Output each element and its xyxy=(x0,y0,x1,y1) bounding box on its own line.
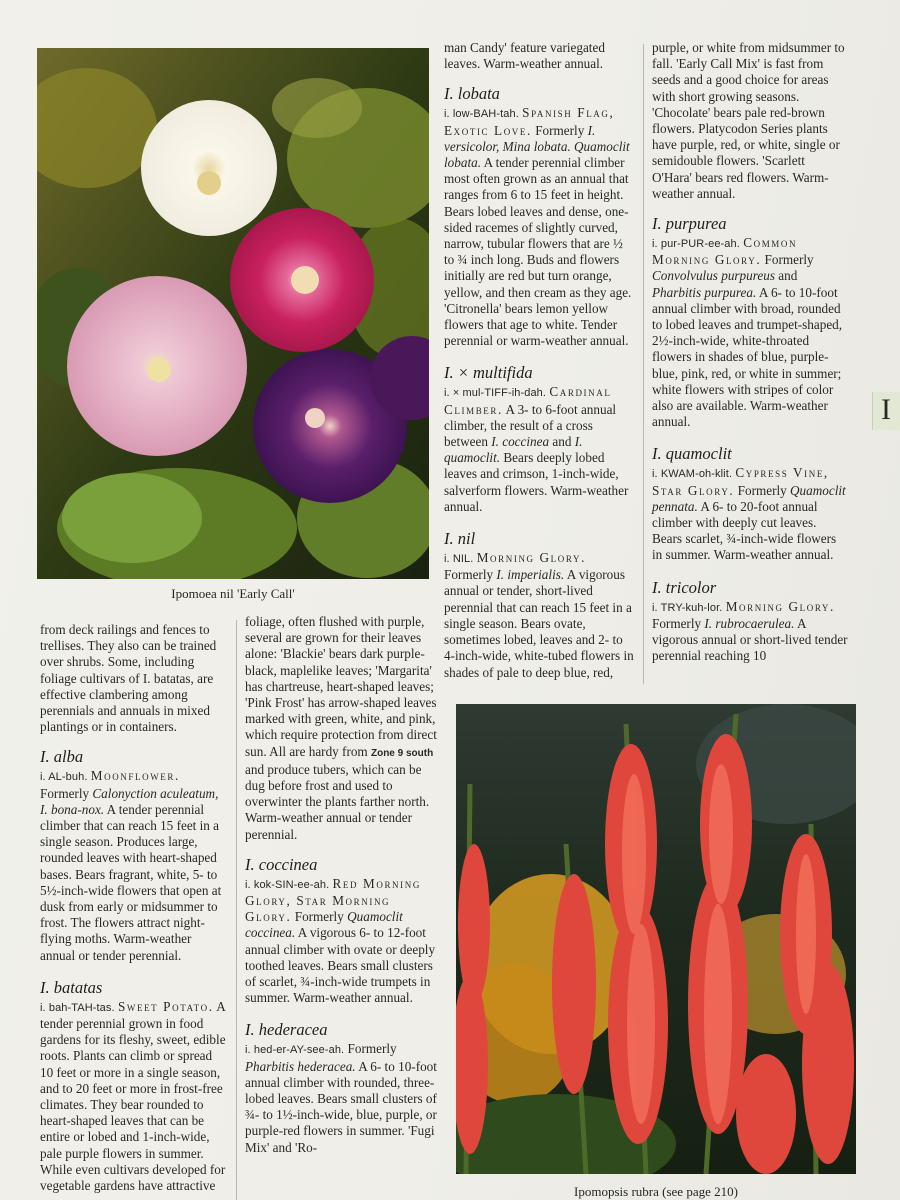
morning-glory-image xyxy=(37,48,429,579)
entry-alba xyxy=(40,747,228,963)
formerly-hederacea: Formerly xyxy=(347,1041,397,1057)
formerly-coccinea: Formerly xyxy=(294,909,344,925)
section-tab xyxy=(872,392,900,430)
entry-heading-coccinea: I. coccinea xyxy=(245,854,318,874)
entry-batatas xyxy=(40,978,228,1194)
common-name-purpurea: Common Morning Glory. xyxy=(652,235,798,268)
cross-parent-1: I. coccinea xyxy=(491,434,550,450)
body-lobata: A tender perennial climber most often grown as an annual that ranges from 6 to 15 feet in height. Bears lobed leaves and dense, one-sided racemes of slightly curved, narrow, tubular flowers that are ½ to ¾ inch long. Buds and flowers initially are red but turn orange, yellow, and then cream as they age. 'Citronella' bears lemon yellow flowers that age to white. Tender perennial or warm-weather annual. xyxy=(444,155,632,349)
col3-intro: man Candy' feature variegated leaves. Warm-weather annual. xyxy=(444,40,605,72)
section-tab-letter: I xyxy=(881,393,891,426)
common-name-nil: Morning Glory. xyxy=(476,550,586,566)
entry-heading-tricolor: I. tricolor xyxy=(652,577,717,597)
entry-hederacea xyxy=(245,1020,437,1155)
column-rule-2 xyxy=(643,44,644,684)
common-name-coccinea: Red Morning Glory, Star Morning Glory. xyxy=(245,875,421,925)
formerly-nil: Formerly xyxy=(444,567,494,583)
common-name-quamoclit: Cypress Vine, Star Glory. xyxy=(652,465,829,498)
pron-alba: i. AL-buh. xyxy=(40,771,88,784)
column-4 xyxy=(652,40,848,679)
common-name-tricolor: Morning Glory. xyxy=(725,598,835,614)
ipomopsis-photo xyxy=(456,704,856,1174)
common-name-batatas: Sweet Potato. xyxy=(117,998,214,1014)
ipomopsis-image xyxy=(456,704,856,1174)
body-quamoclit: A 6- to 20-foot annual climber with deeply cut leaves. Bears scarlet, ¾-inch-wide flowers in summer. Warm-weather annual. xyxy=(652,498,837,563)
entry-purpurea xyxy=(652,214,848,430)
synonym-nil: I. imperialis. xyxy=(496,567,565,583)
formerly-purpurea: Formerly xyxy=(764,252,814,268)
pron-lobata: i. low-BAH-tah. xyxy=(444,108,519,121)
entry-heading-purpurea: I. purpurea xyxy=(652,214,727,234)
entry-lobata xyxy=(444,84,636,349)
column-1 xyxy=(40,622,228,1200)
pron-coccinea: i. kok-SIN-ee-ah. xyxy=(245,878,330,891)
synonym-hederacea: Pharbitis hederacea. xyxy=(245,1058,356,1074)
top-photo-caption xyxy=(37,586,429,602)
pron-hederacea: i. hed-er-AY-see-ah. xyxy=(245,1044,345,1057)
common-name-multifida: Cardinal Climber. xyxy=(444,384,612,417)
formerly-tricolor: Formerly xyxy=(652,615,702,631)
col2-intro-a: foliage, often flushed with purple, several are grown for their leaves alone: 'Blackie' bears dark purple-black, maplelike leaves; 'Margarita' has chartreuse, heart-shaped leaves; 'Pink Frost' has arrow-shaped leaves marked with green, white, and pink, which require protection from direct sun. All are hardy from xyxy=(245,614,437,759)
top-caption-text: Ipomoea nil 'Early Call' xyxy=(171,586,295,601)
bottom-photo-caption xyxy=(456,1184,856,1200)
entry-heading-multifida: I. × multifida xyxy=(444,363,533,383)
entry-heading-nil: I. nil xyxy=(444,529,476,549)
body-multifida-a: A 3- to 6-foot annual climber, the result of a cross between xyxy=(444,401,617,450)
bottom-caption-text: Ipomopsis rubra (see page 210) xyxy=(574,1184,738,1199)
and-purpurea: and xyxy=(778,268,798,284)
body-nil: A vigorous annual or tender, short-lived perennial that can reach 15 feet in a single season. Bears ovate, sometimes lobed, leaves and 2- to 4-inch-wide, white-tubed flowers in shades of pale to deep blue, red, xyxy=(444,567,634,680)
formerly-alba: Formerly xyxy=(40,785,90,801)
entry-nil xyxy=(444,529,636,681)
common-name-lobata: Spanish Flag, Exotic Love. xyxy=(444,105,615,138)
entry-tricolor xyxy=(652,578,848,665)
synonym-coccinea: Quamoclit coccinea. xyxy=(245,909,403,941)
col1-intro: from deck railings and fences to trellises. They also can be trained over shrubs. Some, including foliage cultivars of I. batatas, are effective clambering among perennials and annuals in mixed plantings or in containers. xyxy=(40,622,217,735)
pron-purpurea: i. pur-PUR-ee-ah. xyxy=(652,238,740,251)
cross-parent-2: I. quamoclit. xyxy=(444,434,583,466)
body-purpurea: A 6- to 10-foot annual climber with broad, rounded to lobed leaves and trumpet-shaped, 2½-inch-wide, white-throated flowers in shades of blue, purple-blue, pink, red, or white in summer; white flowers with stripes of color also are available. Warm-weather annual. xyxy=(652,284,843,430)
formerly-quamoclit: Formerly xyxy=(737,482,787,498)
body-multifida-b: Bears deeply lobed leaves and crimson, 1-inch-wide, salverform flowers. Warm-weather annual. xyxy=(444,450,629,514)
entry-heading-lobata: I. lobata xyxy=(444,84,500,104)
pron-batatas: i. bah-TAH-tas. xyxy=(40,1001,115,1014)
synonym-lobata: I. versicolor, Mina lobata. Quamoclit lobata. xyxy=(444,122,630,171)
entry-heading-alba: I. alba xyxy=(40,747,84,767)
body-tricolor: A vigorous annual or short-lived tender perennial reaching 10 xyxy=(652,615,848,664)
synonym-purpurea-2: Pharbitis purpurea. xyxy=(652,284,757,300)
entry-multifida xyxy=(444,363,636,515)
column-rule-1 xyxy=(236,620,237,1200)
entry-heading-quamoclit: I. quamoclit xyxy=(652,444,732,464)
pron-multifida: i. × mul-TIFF-ih-dah. xyxy=(444,387,547,400)
morning-glory-photo xyxy=(37,48,429,579)
pron-quamoclit: i. KWAM-oh-klit. xyxy=(652,468,733,481)
and-multifida: and xyxy=(552,434,572,450)
body-hederacea: A 6- to 10-foot annual climber with rounded, three-lobed leaves. Bears small clusters of ¾- to 1½-inch-wide, blue, purple, or purple-red flowers in summer. 'Fugi Mix' and 'Ro- xyxy=(245,1058,437,1155)
entry-coccinea xyxy=(245,855,437,1007)
formerly-lobata: Formerly xyxy=(535,122,585,138)
synonym-alba: Calonyction aculeatum, I. bona-nox. xyxy=(40,785,219,817)
synonym-tricolor: I. rubrocaerulea. xyxy=(704,615,795,631)
entry-heading-batatas: I. batatas xyxy=(40,977,103,997)
synonym-quamoclit: Quamoclit pennata. xyxy=(652,482,846,514)
entry-quamoclit xyxy=(652,444,848,563)
synonym-purpurea-1: Convolvulus purpureus xyxy=(652,268,775,284)
col4-intro: purple, or white from midsummer to fall. 'Early Call Mix' is fast from seeds and a good choice for areas with short growing seasons. 'Chocolate' bears pale red-brown flowers. Platycodon Series plants have purple, red, or white, single or semidouble flowers. 'Scarlett O'Hara' bears red flowers. Warm-weather annual. xyxy=(652,40,845,201)
common-name-alba: Moonflower. xyxy=(90,768,180,784)
pron-nil: i. NIL. xyxy=(444,553,474,566)
body-batatas: A tender perennial grown in food gardens for its fleshy, sweet, edible roots. Plants can climb or spread 10 feet or more in a single season, and to 20 feet or more in frost-free climates. They bear rounded to heart-shaped leaves that can be entire or lobed and 1-inch-wide, pale purple flowers in summer. While even cultivars developed for vegetable gardens have attractive xyxy=(40,998,226,1194)
entry-heading-hederacea: I. hederacea xyxy=(245,1020,328,1040)
pron-tricolor: i. TRY-kuh-lor. xyxy=(652,601,723,614)
body-coccinea: A vigorous 6- to 12-foot annual climber with ovate or deeply toothed leaves. Bears small clusters of scarlet, ¾-inch-wide trumpets in summer. Warm-weather annual. xyxy=(245,925,436,1006)
zone-label: Zone 9 south xyxy=(370,747,434,759)
column-3 xyxy=(444,40,636,695)
column-2 xyxy=(245,614,437,1170)
body-alba: A tender perennial climber that can reach 15 feet in a single season. Produces large, rounded leaves with heart-shaped bases. Bears fragrant, white, 5- to 5½-inch-wide flowers that open at dusk from early or midsummer to frost. The flowers attract night-flying moths. Warm-weather annual or tender perennial. xyxy=(40,801,222,963)
col2-intro-b: and produce tubers, which can be dug before frost and used to overwinter the plants farther north. Warm-weather annual or tender perennial. xyxy=(245,761,430,842)
